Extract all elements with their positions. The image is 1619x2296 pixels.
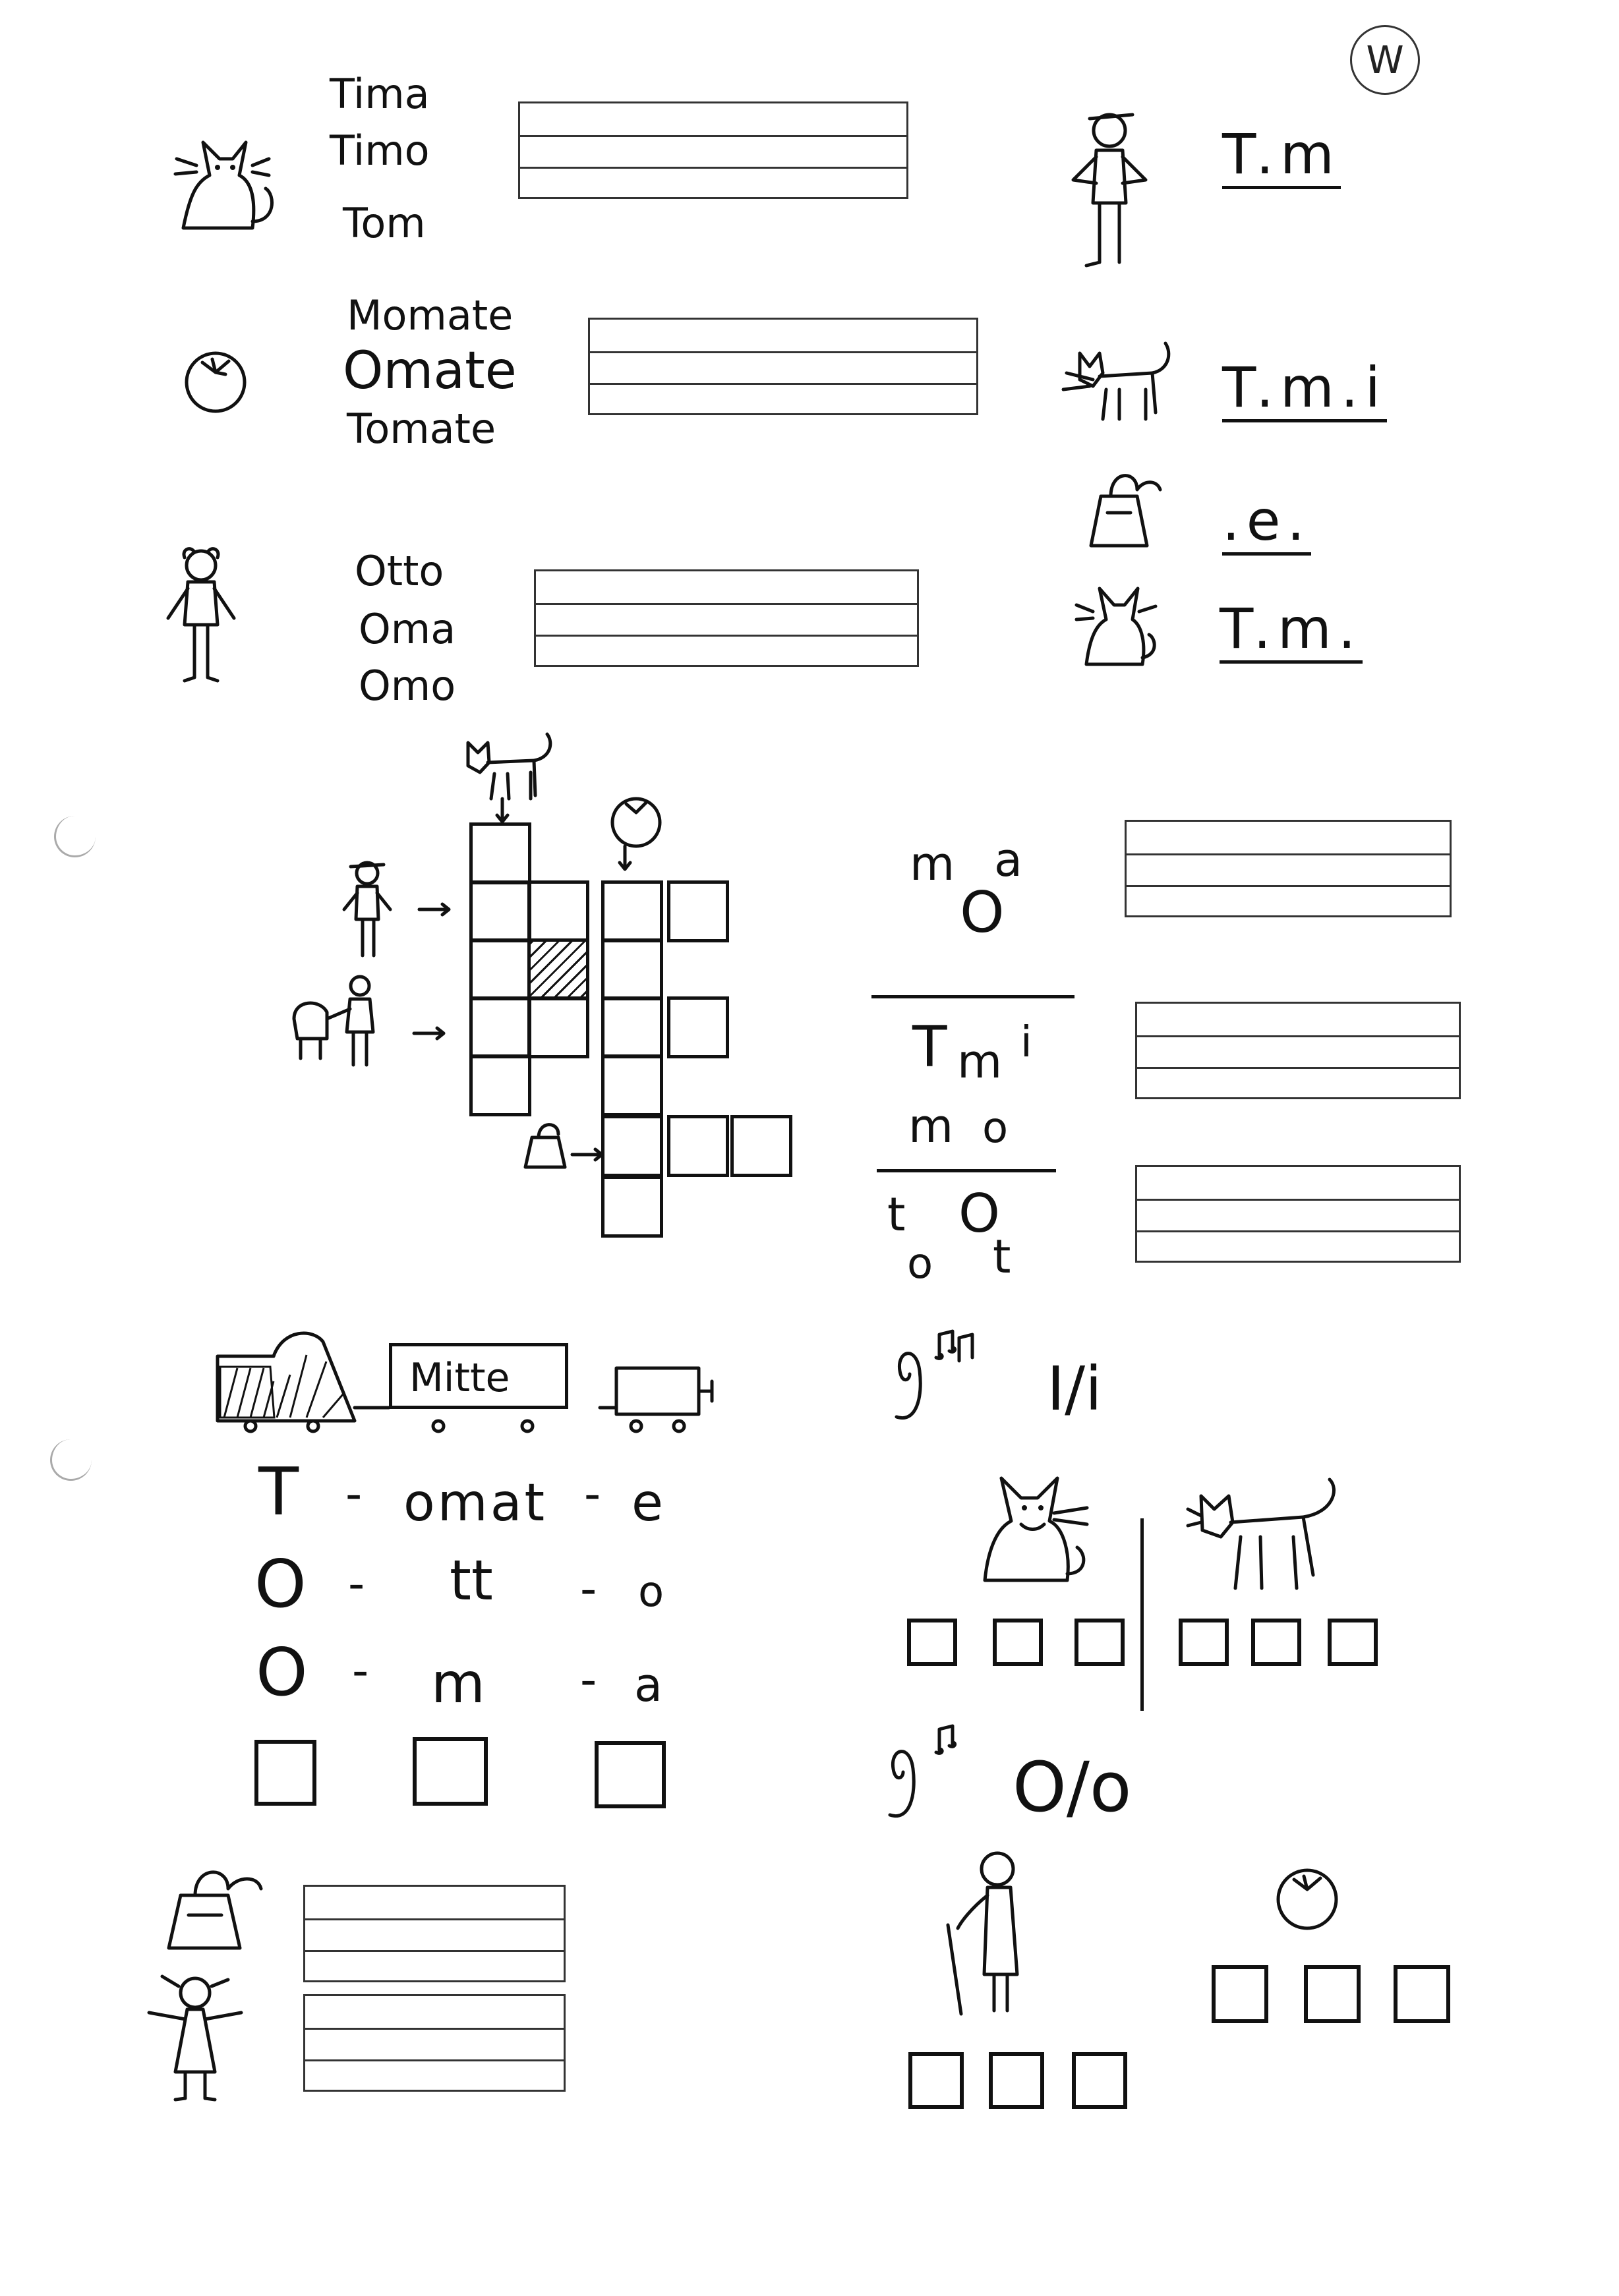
syllable-start: O (256, 1634, 308, 1711)
word-option: Tomate (347, 405, 496, 453)
crossword-cell[interactable] (667, 1115, 729, 1177)
answer-box[interactable] (595, 1741, 666, 1808)
scrambled-letter: O (960, 880, 1005, 946)
answer-box[interactable] (1304, 1965, 1361, 2023)
crossword-cell[interactable] (469, 880, 531, 942)
listen-letters: O/o (1013, 1747, 1132, 1827)
crossword-cell[interactable] (730, 1115, 792, 1177)
walking-cat-icon (1188, 1476, 1353, 1597)
divider-line (871, 995, 1074, 998)
answer-box[interactable] (908, 2052, 964, 2109)
word-option: Oma (359, 605, 456, 653)
word-option: Otto (355, 547, 444, 595)
scrambled-letter: i (1020, 1018, 1032, 1067)
scrambled-letter: m (910, 837, 955, 891)
word-option: Tima (330, 70, 430, 118)
answer-box[interactable] (989, 2052, 1044, 2109)
syllable-dash: - (584, 1467, 601, 1521)
listen-letters: I/i (1047, 1354, 1102, 1424)
tomato-icon (606, 789, 666, 851)
divider-line (877, 1169, 1056, 1172)
crossword-cell[interactable] (469, 996, 531, 1058)
answer-box[interactable] (1179, 1619, 1229, 1666)
crossword-cell[interactable] (601, 938, 663, 1000)
crossword-cell[interactable] (667, 880, 729, 942)
sitting-cat-icon (1073, 579, 1159, 674)
corner-mark-text: W (1366, 38, 1404, 82)
tomato-icon (179, 343, 252, 418)
scrambled-letter: t (993, 1230, 1011, 1284)
crossword-cell[interactable] (469, 822, 531, 884)
train-middle-wagon (389, 1343, 568, 1409)
word-option: Timo (330, 127, 430, 175)
girl-icon (142, 1973, 248, 2108)
crossword-cell[interactable] (601, 880, 663, 942)
cat-icon (170, 129, 276, 237)
answer-box[interactable] (1072, 2052, 1127, 2109)
word-option: Momate (347, 291, 514, 339)
answer-box[interactable] (993, 1619, 1043, 1666)
crossword-cell[interactable] (601, 1176, 663, 1238)
fill-in-pattern[interactable]: T.m (1222, 127, 1341, 189)
word-option: Omo (359, 662, 456, 710)
ear-music-icon (877, 1723, 982, 1824)
writing-lines[interactable] (534, 569, 919, 667)
syllable-start: O (254, 1545, 307, 1622)
arrow-down-icon (618, 846, 632, 875)
crossword-cell[interactable] (527, 996, 589, 1058)
scrambled-letter: o (982, 1104, 1009, 1153)
crossword-cell[interactable] (469, 938, 531, 1000)
sitting-cat-icon (972, 1462, 1090, 1590)
scrambled-letter: m (957, 1035, 1003, 1089)
bag-icon (162, 1862, 274, 1957)
walking-cat-icon (448, 733, 560, 808)
boy-icon (1060, 104, 1159, 278)
writing-lines[interactable] (303, 1994, 566, 2092)
scrambled-letter: m (908, 1099, 954, 1153)
answer-box[interactable] (1251, 1619, 1301, 1666)
arrow-right-icon (572, 1148, 605, 1164)
grandpa-icon (158, 546, 244, 693)
answer-box[interactable] (413, 1737, 488, 1806)
writing-lines[interactable] (1125, 820, 1452, 917)
fill-in-pattern[interactable]: T.m. (1220, 601, 1363, 664)
answer-box[interactable] (1328, 1619, 1378, 1666)
writing-lines[interactable] (303, 1885, 566, 1982)
syllable-end: o (638, 1568, 664, 1617)
binder-hole (54, 816, 96, 857)
tomato-icon (1271, 1860, 1343, 1935)
binder-hole (50, 1439, 92, 1481)
syllable-start: T (258, 1453, 299, 1530)
scrambled-letter: t (887, 1188, 906, 1242)
scrambled-letter: O (958, 1183, 1000, 1244)
train-wagon-label: Mitte (409, 1355, 510, 1401)
crossword-cell[interactable] (527, 880, 589, 942)
writing-lines[interactable] (588, 318, 978, 415)
girl-with-dog-icon (287, 973, 393, 1074)
word-option: Tom (343, 199, 426, 247)
answer-box[interactable] (1074, 1619, 1125, 1666)
answer-box[interactable] (1394, 1965, 1450, 2023)
writing-lines[interactable] (1135, 1002, 1461, 1099)
syllable-middle: omat (403, 1474, 548, 1533)
walking-cat-icon (1053, 340, 1179, 428)
scrambled-letter: T (912, 1014, 947, 1080)
word-option: Omate (343, 341, 517, 401)
crossword-cell[interactable] (469, 1054, 531, 1116)
fill-in-pattern[interactable]: .e. (1222, 493, 1311, 556)
scrambled-letter: a (994, 833, 1022, 887)
bag-icon (522, 1118, 588, 1173)
syllable-dash: - (348, 1557, 365, 1611)
ear-music-icon (883, 1325, 989, 1426)
writing-lines[interactable] (1135, 1165, 1461, 1263)
arrow-right-icon (414, 1027, 447, 1043)
crossword-cell-shaded (527, 938, 589, 1000)
scrambled-letter: o (907, 1240, 933, 1288)
syllable-middle: tt (450, 1548, 493, 1613)
syllable-end: e (632, 1474, 663, 1533)
syllable-dash: - (352, 1644, 369, 1698)
crossword-cell[interactable] (601, 996, 663, 1058)
answer-box[interactable] (907, 1619, 957, 1666)
answer-box[interactable] (254, 1740, 316, 1806)
crossword-cell[interactable] (601, 1054, 663, 1116)
fill-in-pattern[interactable]: T.m.i (1222, 360, 1387, 422)
divider-line (1140, 1518, 1144, 1711)
corner-mark (1350, 25, 1420, 95)
syllable-dash: - (345, 1467, 363, 1521)
crossword-cell[interactable] (667, 996, 729, 1058)
syllable-dash: - (580, 1562, 597, 1616)
answer-box[interactable] (1212, 1965, 1268, 2023)
syllable-dash: - (580, 1653, 597, 1707)
crossword-cell[interactable] (601, 1115, 663, 1177)
arrow-right-icon (419, 903, 452, 919)
syllable-middle: m (431, 1651, 485, 1715)
bag-icon (1081, 467, 1173, 555)
boy-icon (338, 857, 397, 965)
grandmother-icon (935, 1849, 1040, 2023)
writing-lines[interactable] (518, 101, 908, 199)
syllable-end: a (634, 1658, 662, 1712)
